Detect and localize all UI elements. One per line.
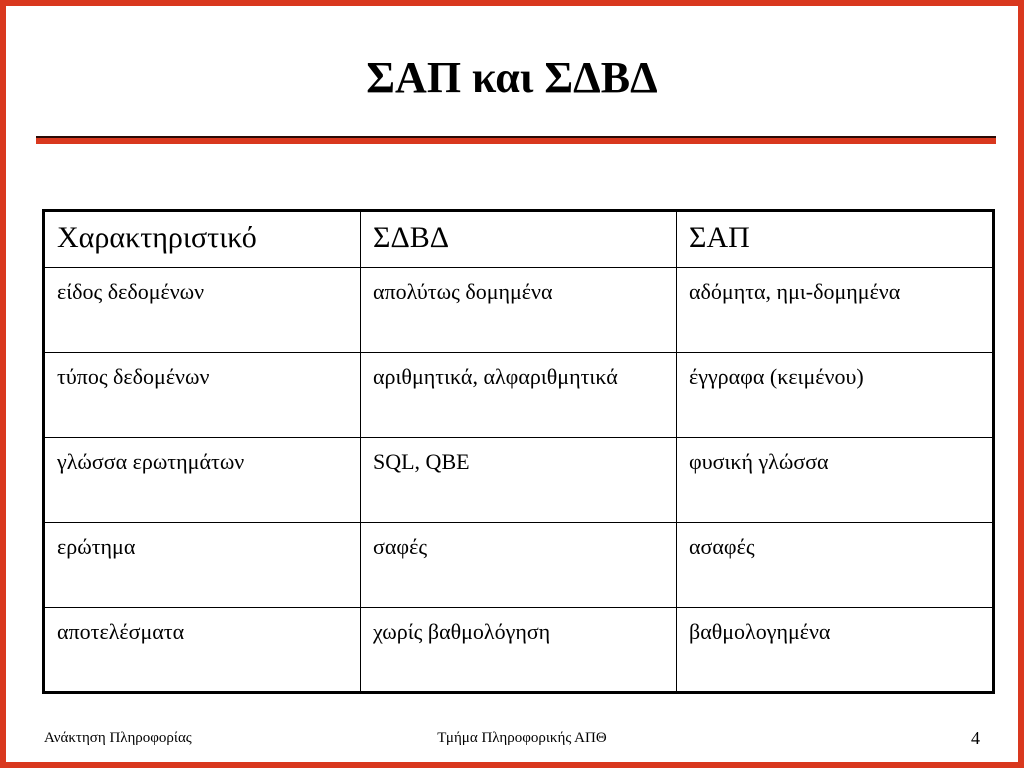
table-cell: γλώσσα ερωτημάτων xyxy=(44,438,361,523)
table-cell: αδόμητα, ημι-δομημένα xyxy=(677,268,994,353)
table-cell: SQL, QBE xyxy=(361,438,677,523)
table-cell: βαθμολογημένα xyxy=(677,608,994,693)
table-row xyxy=(44,438,994,523)
table-header-row xyxy=(44,211,994,268)
footer-department: Τμήμα Πληροφορικής ΑΠΘ xyxy=(437,730,607,746)
table-cell: απολύτως δομημένα xyxy=(361,268,677,353)
table-row xyxy=(44,268,994,353)
header-characteristic: Χαρακτηριστικό xyxy=(44,211,361,268)
slide-title: ΣΑΠ και ΣΔΒΔ xyxy=(366,53,658,102)
header-dbms: ΣΔΒΔ xyxy=(361,211,677,268)
table-row xyxy=(44,523,994,608)
table-cell: ερώτημα xyxy=(44,523,361,608)
footer-course-name: Ανάκτηση Πληροφορίας xyxy=(44,730,192,746)
table-cell: σαφές xyxy=(361,523,677,608)
table-cell: φυσική γλώσσα xyxy=(677,438,994,523)
table-cell: τύπος δεδομένων xyxy=(44,353,361,438)
table-cell: χωρίς βαθμολόγηση xyxy=(361,608,677,693)
table-cell: αποτελέσματα xyxy=(44,608,361,693)
title-underline xyxy=(36,136,996,144)
table-cell: αριθμητικά, αλφαριθμητικά xyxy=(361,353,677,438)
comparison-table-container xyxy=(42,209,992,694)
page-number: 4 xyxy=(971,728,980,748)
header-ir-system: ΣΑΠ xyxy=(677,211,994,268)
comparison-table xyxy=(42,209,995,694)
table-cell: έγγραφα (κειμένου) xyxy=(677,353,994,438)
table-cell: είδος δεδομένων xyxy=(44,268,361,353)
table-row xyxy=(44,353,994,438)
table-row xyxy=(44,608,994,693)
table-cell: ασαφές xyxy=(677,523,994,608)
